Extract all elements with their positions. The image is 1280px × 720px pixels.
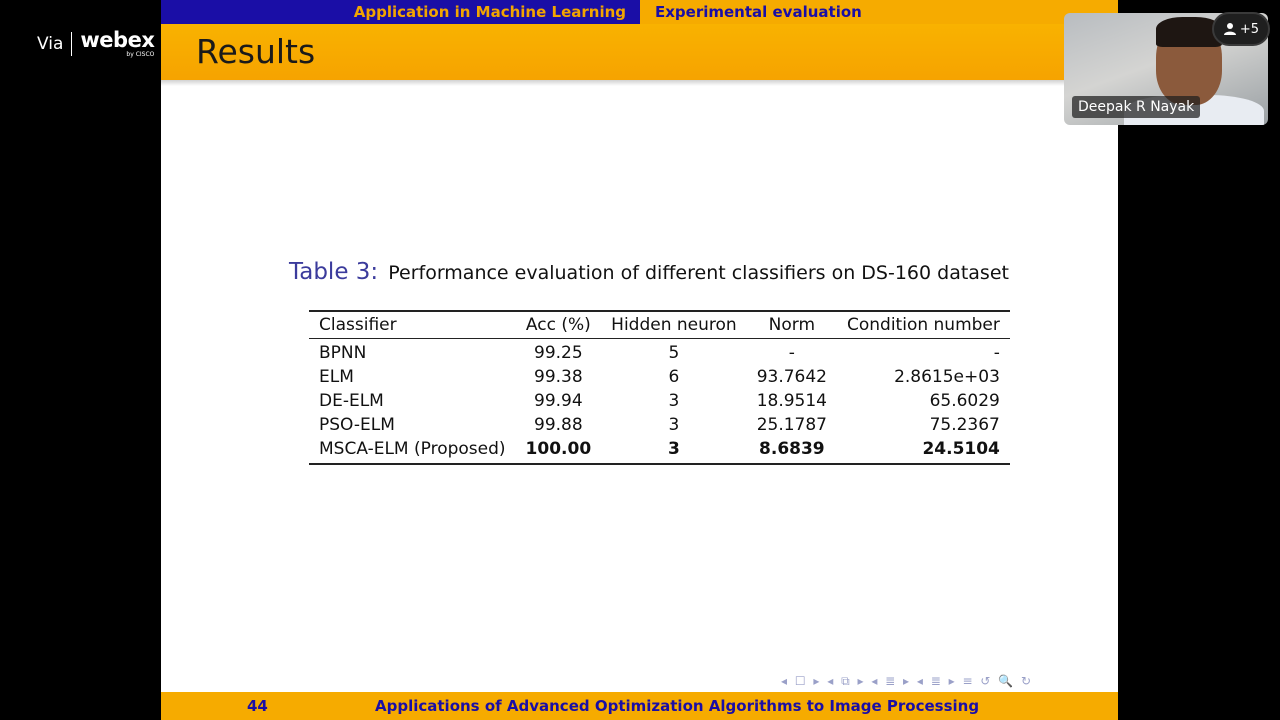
- table-header-row: [309, 311, 1010, 339]
- beamer-navigation-controls[interactable]: [781, 674, 1033, 689]
- nav-search-icon[interactable]: ↺ 🔍 ↻: [980, 674, 1034, 688]
- cell-hidden-neuron: 5: [601, 339, 747, 366]
- table-label: Table 3:: [289, 259, 379, 285]
- cell-norm: -: [747, 339, 837, 366]
- webex-brand: [37, 30, 154, 58]
- cell-classifier: DE-ELM: [319, 391, 384, 411]
- cell-accuracy: 99.94: [534, 391, 583, 411]
- table-row: [309, 389, 1010, 413]
- nav-frame-icon[interactable]: ◂ ☐ ▸: [781, 674, 822, 688]
- participant-name-label: Deepak R Nayak: [1072, 96, 1200, 118]
- webex-logo: [80, 30, 154, 58]
- cell-classifier: MSCA-ELM (Proposed): [309, 437, 516, 464]
- table-row: [309, 339, 1010, 366]
- cell-norm: 25.1787: [756, 415, 827, 435]
- table-row: [309, 365, 1010, 389]
- cell-condition-number: 2.8615e+03: [894, 367, 1000, 387]
- cell-hidden-neuron: 3: [668, 415, 680, 435]
- table-caption: [289, 259, 1009, 285]
- cell-norm: 8.6839: [747, 437, 837, 464]
- slide-header-bar: [161, 0, 1118, 24]
- shared-slide: [161, 0, 1118, 720]
- cell-accuracy: 99.38: [534, 367, 583, 387]
- brand-divider: [71, 32, 72, 56]
- cell-classifier: PSO-ELM: [319, 415, 395, 435]
- slide-number: 44: [247, 697, 268, 715]
- cell-norm: 93.7642: [756, 367, 827, 387]
- nav-subsection-icon[interactable]: ◂ ⧉ ▸: [827, 674, 866, 688]
- cell-classifier: ELM: [319, 367, 354, 387]
- cell-condition-number: -: [837, 339, 1010, 366]
- header-condition-number: Condition number: [837, 311, 1010, 339]
- nav-section-icon[interactable]: ◂ ≣ ▸: [871, 674, 912, 688]
- slide-footer: [161, 692, 1118, 720]
- title-shadow: [161, 80, 1118, 86]
- footer-title: Applications of Advanced Optimization Algorithms to Image Processing: [375, 697, 980, 715]
- slide-title: Results: [196, 32, 316, 71]
- table-caption-text: Performance evaluation of different classifiers on DS-160 dataset: [388, 262, 1009, 284]
- webex-wordmark: webex: [80, 28, 155, 52]
- cell-norm: 18.9514: [756, 391, 827, 411]
- participants-button[interactable]: [1212, 12, 1270, 46]
- results-table: [309, 310, 1010, 465]
- header-classifier: Classifier: [309, 311, 516, 339]
- slide-title-bar: [161, 24, 1118, 80]
- header-accuracy: Acc (%): [516, 311, 602, 339]
- cell-accuracy: 99.25: [516, 339, 602, 366]
- section-name: Application in Machine Learning: [161, 0, 640, 24]
- cell-hidden-neuron: 6: [668, 367, 680, 387]
- person-icon: [1223, 22, 1237, 36]
- cell-condition-number: 24.5104: [837, 437, 1010, 464]
- nav-document-icon[interactable]: ◂ ≣ ▸: [916, 674, 957, 688]
- header-norm: Norm: [747, 311, 837, 339]
- cell-classifier: BPNN: [309, 339, 516, 366]
- cell-accuracy: 99.88: [534, 415, 583, 435]
- subsection-name: Experimental evaluation: [640, 0, 1118, 24]
- nav-align-icon[interactable]: ≡: [962, 674, 975, 688]
- table-row-proposed: [309, 437, 1010, 464]
- cisco-byline: by CISCO: [126, 51, 155, 58]
- participants-count: +5: [1239, 21, 1260, 37]
- via-label: Via: [37, 34, 64, 54]
- header-hidden-neuron: Hidden neuron: [601, 311, 747, 339]
- cell-accuracy: 100.00: [516, 437, 602, 464]
- cell-hidden-neuron: 3: [601, 437, 747, 464]
- table-row: [309, 413, 1010, 437]
- cell-condition-number: 65.6029: [929, 391, 1000, 411]
- cell-hidden-neuron: 3: [668, 391, 680, 411]
- cell-condition-number: 75.2367: [929, 415, 1000, 435]
